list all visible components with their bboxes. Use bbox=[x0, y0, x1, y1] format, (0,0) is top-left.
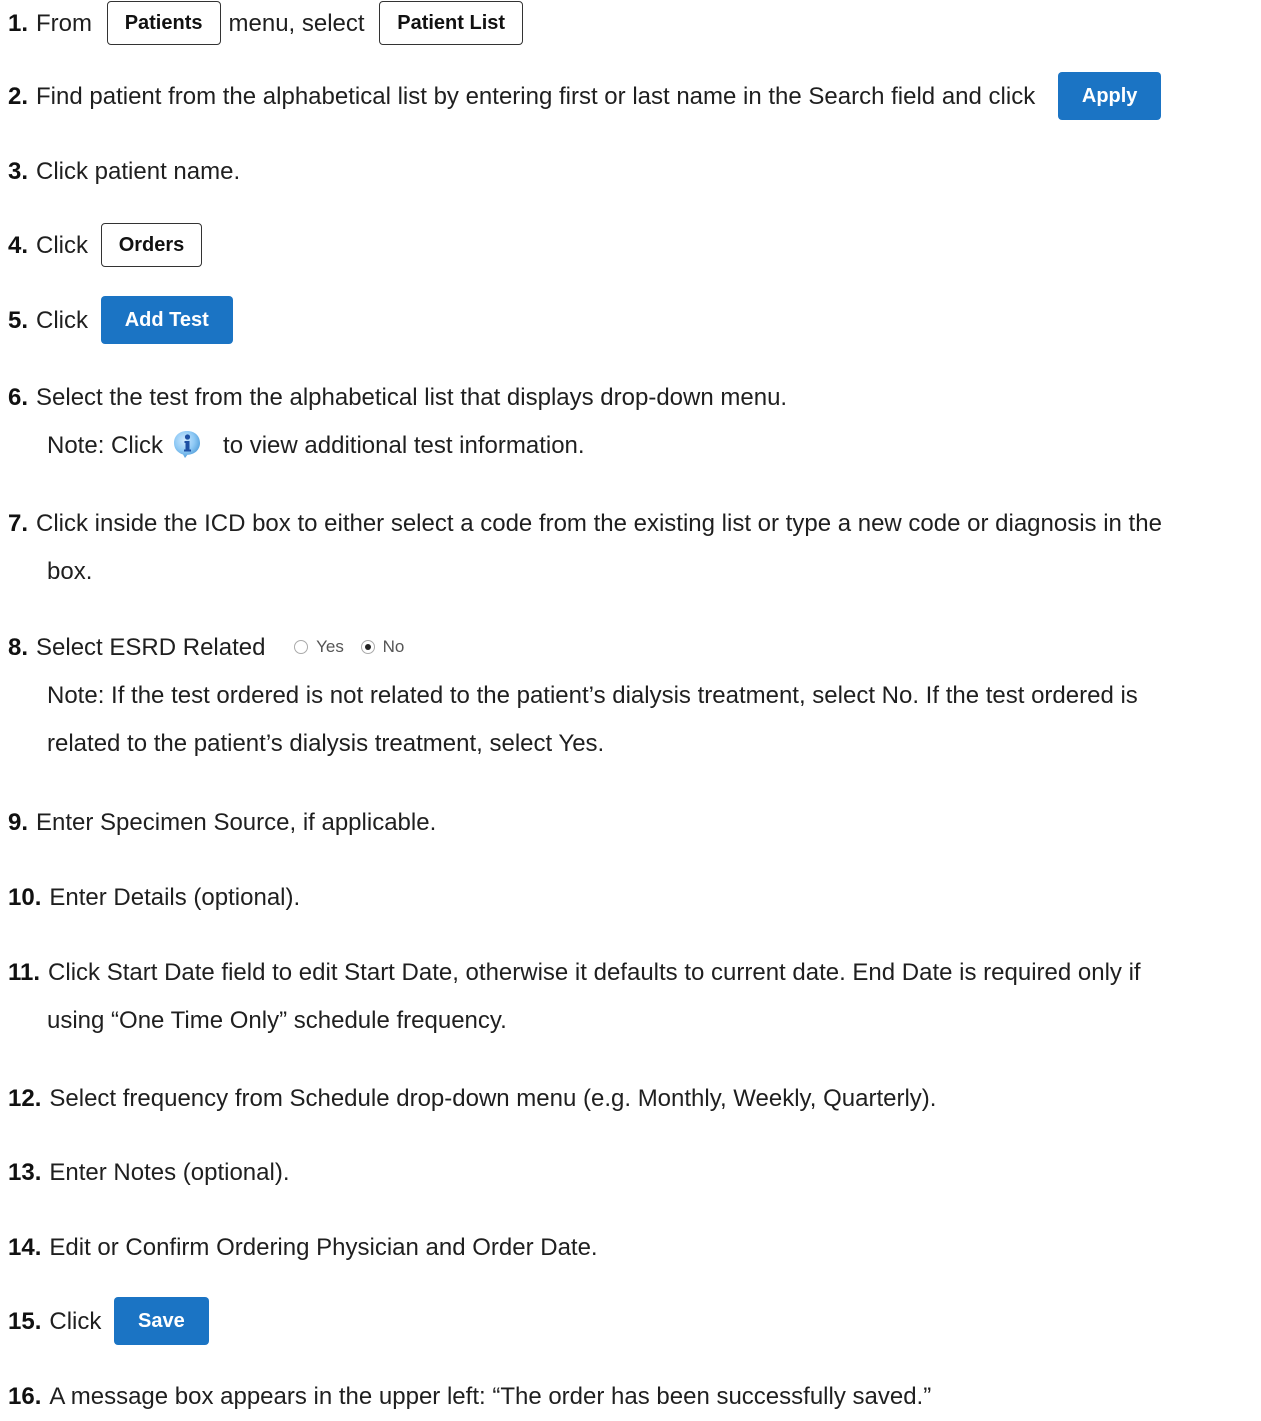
note-text: related to the patient’s dialysis treatment, select Yes. bbox=[47, 730, 605, 757]
esrd-no-radio[interactable] bbox=[361, 640, 375, 654]
step-11 bbox=[8, 949, 1255, 1045]
step-text: Click bbox=[36, 307, 89, 334]
patient-list-button[interactable]: Patient List bbox=[379, 1, 523, 45]
step-number: 12. bbox=[8, 1085, 42, 1112]
step-text: box. bbox=[47, 558, 93, 585]
step-text: Enter Notes (optional). bbox=[49, 1159, 290, 1186]
step-13 bbox=[8, 1149, 1255, 1197]
step-number: 7. bbox=[8, 510, 29, 537]
step-number: 16. bbox=[8, 1383, 42, 1410]
esrd-yes-radio[interactable] bbox=[294, 640, 308, 654]
step-14 bbox=[8, 1224, 1255, 1272]
step-9 bbox=[8, 799, 1255, 847]
step-text: Click inside the ICD box to either select a code from the existing list or type a new code or diagnosis in the bbox=[36, 510, 1162, 537]
note-text: Note: If the test ordered is not related to the patient’s dialysis treatment, select No. If the test ordered is bbox=[47, 682, 1138, 709]
step-10 bbox=[8, 874, 1255, 922]
step-8 bbox=[8, 624, 1255, 768]
step-number: 15. bbox=[8, 1308, 42, 1335]
step-text: Click Start Date field to edit Start Date, otherwise it defaults to current date. End Date is required only if bbox=[48, 959, 1141, 986]
step-number: 10. bbox=[8, 884, 42, 911]
step-text: Click patient name. bbox=[36, 158, 241, 185]
note-text: to view additional test information. bbox=[223, 432, 585, 459]
step-text: Enter Details (optional). bbox=[49, 884, 301, 911]
step-text: Select frequency from Schedule drop-down menu (e.g. Monthly, Weekly, Quarterly). bbox=[49, 1085, 937, 1112]
step-number: 3. bbox=[8, 158, 29, 185]
step-number: 2. bbox=[8, 83, 29, 110]
step-1 bbox=[8, 0, 1255, 48]
radio-label-yes: Yes bbox=[316, 636, 344, 656]
step-4 bbox=[8, 222, 1255, 270]
step-2 bbox=[8, 73, 1255, 121]
step-number: 4. bbox=[8, 232, 29, 259]
patients-menu-button[interactable]: Patients bbox=[107, 1, 221, 45]
step-15 bbox=[8, 1298, 1255, 1346]
step-number: 11. bbox=[8, 959, 41, 986]
step-text: using “One Time Only” schedule frequency. bbox=[47, 1007, 507, 1034]
step-number: 13. bbox=[8, 1159, 42, 1186]
step-number: 14. bbox=[8, 1234, 42, 1261]
step-number: 5. bbox=[8, 307, 29, 334]
step-text: Select the test from the alphabetical list that displays drop-down menu. bbox=[36, 384, 788, 411]
orders-button[interactable]: Orders bbox=[101, 223, 203, 267]
step-text: Select ESRD Related bbox=[36, 634, 266, 661]
add-test-button[interactable]: Add Test bbox=[101, 296, 233, 344]
step-number: 9. bbox=[8, 809, 29, 836]
step-text: Enter Specimen Source, if applicable. bbox=[36, 809, 437, 836]
step-6 bbox=[8, 374, 1255, 470]
esrd-radio-group bbox=[288, 622, 410, 671]
note-text: Note: Click bbox=[47, 432, 164, 459]
step-text: Find patient from the alphabetical list by entering first or last name in the Search field and click bbox=[36, 83, 1036, 110]
step-text: A message box appears in the upper left: “The order has been successfully saved.” bbox=[49, 1383, 932, 1410]
step-text: Click bbox=[49, 1308, 102, 1335]
step-text: menu, select bbox=[228, 10, 365, 37]
step-7 bbox=[8, 500, 1255, 596]
step-16 bbox=[8, 1373, 1255, 1421]
step-text: From bbox=[36, 10, 93, 37]
step-number: 8. bbox=[8, 634, 29, 661]
save-button[interactable]: Save bbox=[114, 1297, 209, 1345]
step-5 bbox=[8, 297, 1255, 345]
radio-label-no: No bbox=[382, 636, 405, 656]
step-text: Click bbox=[36, 232, 89, 259]
info-icon[interactable] bbox=[171, 428, 203, 460]
step-number: 6. bbox=[8, 384, 29, 411]
step-12 bbox=[8, 1075, 1255, 1123]
apply-button[interactable]: Apply bbox=[1058, 72, 1162, 120]
step-number: 1. bbox=[8, 10, 29, 37]
step-text: Edit or Confirm Ordering Physician and Order Date. bbox=[49, 1234, 598, 1261]
step-3 bbox=[8, 148, 1255, 196]
